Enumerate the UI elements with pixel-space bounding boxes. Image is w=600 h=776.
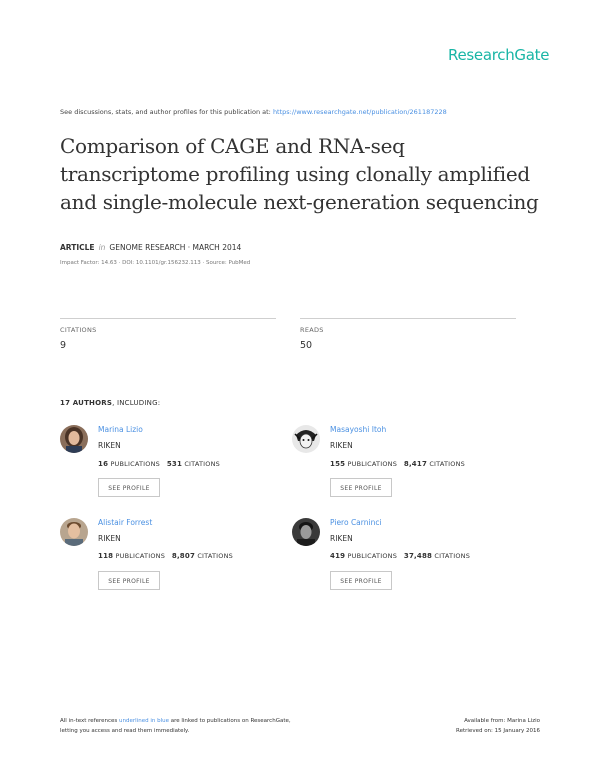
- citations-count: 531: [166, 460, 183, 468]
- publications-count: 118: [98, 552, 114, 560]
- author-stats: [330, 460, 465, 468]
- publications-label: PUBLICATIONS: [347, 460, 398, 468]
- see-profile-button[interactable]: SEE PROFILE: [330, 571, 392, 590]
- publications-count: 419: [330, 552, 346, 560]
- article-type: ARTICLE: [60, 243, 95, 252]
- avatar[interactable]: [292, 518, 320, 546]
- author-stats: [98, 460, 220, 468]
- in-word: in: [98, 243, 106, 252]
- citations-count: 8,417: [403, 460, 428, 468]
- citations-count: 37,488: [403, 552, 433, 560]
- impact-line: Impact Factor: 14.63 · DOI: 10.1101/gr.156232.113 · Source: PubMed: [60, 260, 251, 266]
- reads-count: 50: [300, 340, 313, 351]
- authors-suffix: , INCLUDING:: [112, 399, 161, 407]
- footer-note: [60, 716, 360, 736]
- author-institution: RIKEN: [98, 534, 121, 543]
- author-name[interactable]: Marina Lizio: [98, 425, 143, 434]
- citations-label: CITATIONS: [429, 460, 465, 468]
- reads-divider: [300, 318, 516, 319]
- citations-divider: [60, 318, 276, 319]
- citations-label: CITATIONS: [184, 460, 220, 468]
- avatar[interactable]: [60, 425, 88, 453]
- discussion-notice: [60, 108, 447, 116]
- journal-info: GENOME RESEARCH · MARCH 2014: [109, 243, 242, 252]
- publications-label: PUBLICATIONS: [347, 552, 398, 560]
- footer-text-start: All in-text references: [60, 718, 118, 724]
- see-profile-button[interactable]: SEE PROFILE: [330, 478, 392, 497]
- author-institution: RIKEN: [330, 534, 353, 543]
- footer-availability: [400, 716, 540, 736]
- see-profile-button[interactable]: SEE PROFILE: [98, 571, 160, 590]
- avatar[interactable]: [292, 425, 320, 453]
- researchgate-logo[interactable]: ResearchGate: [448, 46, 550, 64]
- publication-link[interactable]: https://www.researchgate.net/publication/261187228: [272, 108, 447, 116]
- author-name[interactable]: Alistair Forrest: [98, 518, 153, 527]
- author-institution: RIKEN: [98, 441, 121, 450]
- citations-label: CITATIONS: [60, 326, 97, 334]
- citations-count: 8,807: [171, 552, 196, 560]
- paper-title: Comparison of CAGE and RNA-seq transcriptome profiling using clonally amplified and single-molecule next-generation sequencing: [60, 134, 539, 214]
- footer-text-end: are linked to publications on ResearchGate,: [170, 718, 291, 724]
- footer-text-line2: letting you access and read them immediately.: [60, 728, 190, 734]
- authors-count: 17 AUTHORS: [60, 399, 113, 407]
- authors-heading: [60, 399, 160, 407]
- author-name[interactable]: Piero Carninci: [330, 518, 382, 527]
- publications-label: PUBLICATIONS: [110, 460, 160, 468]
- publications-count: 155: [330, 460, 346, 468]
- available-from: Available from: Marina Lizio: [464, 718, 540, 724]
- author-name[interactable]: Masayoshi Itoh: [330, 425, 387, 434]
- article-meta: [60, 243, 241, 252]
- discussion-text: See discussions, stats, and author profiles for this publication at:: [60, 108, 271, 116]
- citations-label: CITATIONS: [434, 552, 471, 560]
- publications-count: 16: [98, 460, 109, 468]
- retrieved-on: Retrieved on: 15 January 2016: [456, 728, 540, 734]
- avatar[interactable]: [60, 518, 88, 546]
- citations-count: 9: [60, 340, 67, 351]
- publications-label: PUBLICATIONS: [115, 552, 166, 560]
- see-profile-button[interactable]: SEE PROFILE: [98, 478, 160, 497]
- author-stats: [98, 552, 233, 560]
- author-institution: RIKEN: [330, 441, 353, 450]
- citations-label: CITATIONS: [197, 552, 233, 560]
- author-stats: [330, 552, 470, 560]
- footer-link-example: underlined in blue: [119, 718, 169, 724]
- reads-label: READS: [300, 326, 324, 334]
